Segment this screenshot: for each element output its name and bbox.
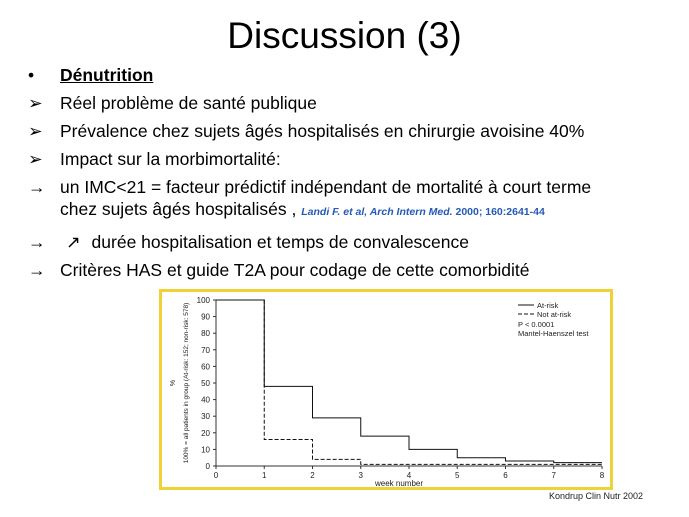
right-arrow-icon: → [28, 260, 46, 280]
bullet-text: Prévalence chez sujets âgés hospitalisés en chirurgie avoisine 40% [60, 121, 585, 141]
y-tick-label: 30 [201, 412, 210, 422]
up-right-arrow-icon: ↗ [66, 232, 81, 252]
citation-details: 2000; 160:2641-44 [452, 206, 545, 218]
bullet-text: Impact sur la morbimortalité: [60, 149, 281, 169]
y-tick-label: 100 [196, 296, 210, 305]
x-tick-label: 4 [406, 471, 412, 480]
bullet-text: un IMC<21 = facteur prédictif indépendant de mortalité à court terme [60, 177, 592, 197]
survival-chart [162, 292, 610, 487]
x-axis-label: week number [374, 479, 424, 487]
citation [301, 206, 545, 218]
bullet-dot-marker: • [28, 65, 35, 85]
chart-annotation: Mantel-Haenszel test [518, 329, 589, 338]
y-axis-label: 100% = all patients in group (At-risk: 152; non-risk: 578) [183, 302, 190, 464]
bullet-item [28, 231, 678, 253]
y-axis-label-unit: % [170, 379, 177, 387]
x-tick-label: 2 [310, 471, 315, 480]
bullet-item [28, 148, 678, 170]
x-tick-label: 6 [503, 471, 508, 480]
right-arrow-icon: → [28, 177, 46, 197]
bullet-item [28, 120, 678, 142]
bullet-list [28, 64, 678, 287]
legend-label: At-risk [537, 301, 559, 310]
bullet-item [28, 259, 678, 281]
y-tick-label: 80 [201, 329, 210, 339]
survival-chart-figure [159, 289, 613, 490]
y-tick-label: 40 [201, 395, 210, 405]
arrowhead-bullet-icon: ➢ [28, 93, 43, 113]
x-tick-label: 8 [599, 471, 605, 480]
x-tick-label: 5 [455, 471, 460, 480]
y-tick-label: 70 [201, 345, 210, 355]
citation-authors: Landi F. et al, Arch Intern Med. [301, 206, 453, 218]
bullet-text: Réel problème de santé publique [60, 93, 317, 113]
bullet-heading [28, 64, 678, 86]
right-arrow-icon: → [28, 232, 46, 252]
y-tick-label: 0 [205, 462, 210, 471]
arrowhead-bullet-icon: ➢ [28, 121, 43, 141]
bullet-heading-label: Dénutrition [60, 65, 154, 85]
y-tick-label: 90 [201, 312, 210, 322]
x-tick-label: 3 [358, 471, 363, 480]
chart-annotation: P < 0.0001 [518, 320, 555, 329]
slide-title: Discussion (3) [227, 15, 462, 56]
arrowhead-bullet-icon: ➢ [28, 149, 43, 169]
x-tick-label: 1 [262, 471, 267, 480]
x-tick-label: 0 [213, 471, 219, 480]
bullet-text: durée hospitalisation et temps de convalescence [91, 232, 470, 252]
figure-credit: Kondrup Clin Nutr 2002 [549, 491, 644, 501]
bullet-item [28, 176, 678, 223]
y-tick-label: 20 [201, 428, 210, 438]
bullet-text: Critères HAS et guide T2A pour codage de cette comorbidité [60, 260, 530, 280]
y-tick-label: 50 [201, 379, 210, 388]
x-tick-label: 7 [551, 471, 556, 480]
bullet-text-continued: chez sujets âgés hospitalisés , [60, 199, 297, 219]
legend-label: Not at-risk [537, 310, 572, 319]
y-tick-label: 10 [201, 445, 210, 455]
y-tick-label: 60 [201, 362, 210, 372]
bullet-item [28, 92, 678, 114]
